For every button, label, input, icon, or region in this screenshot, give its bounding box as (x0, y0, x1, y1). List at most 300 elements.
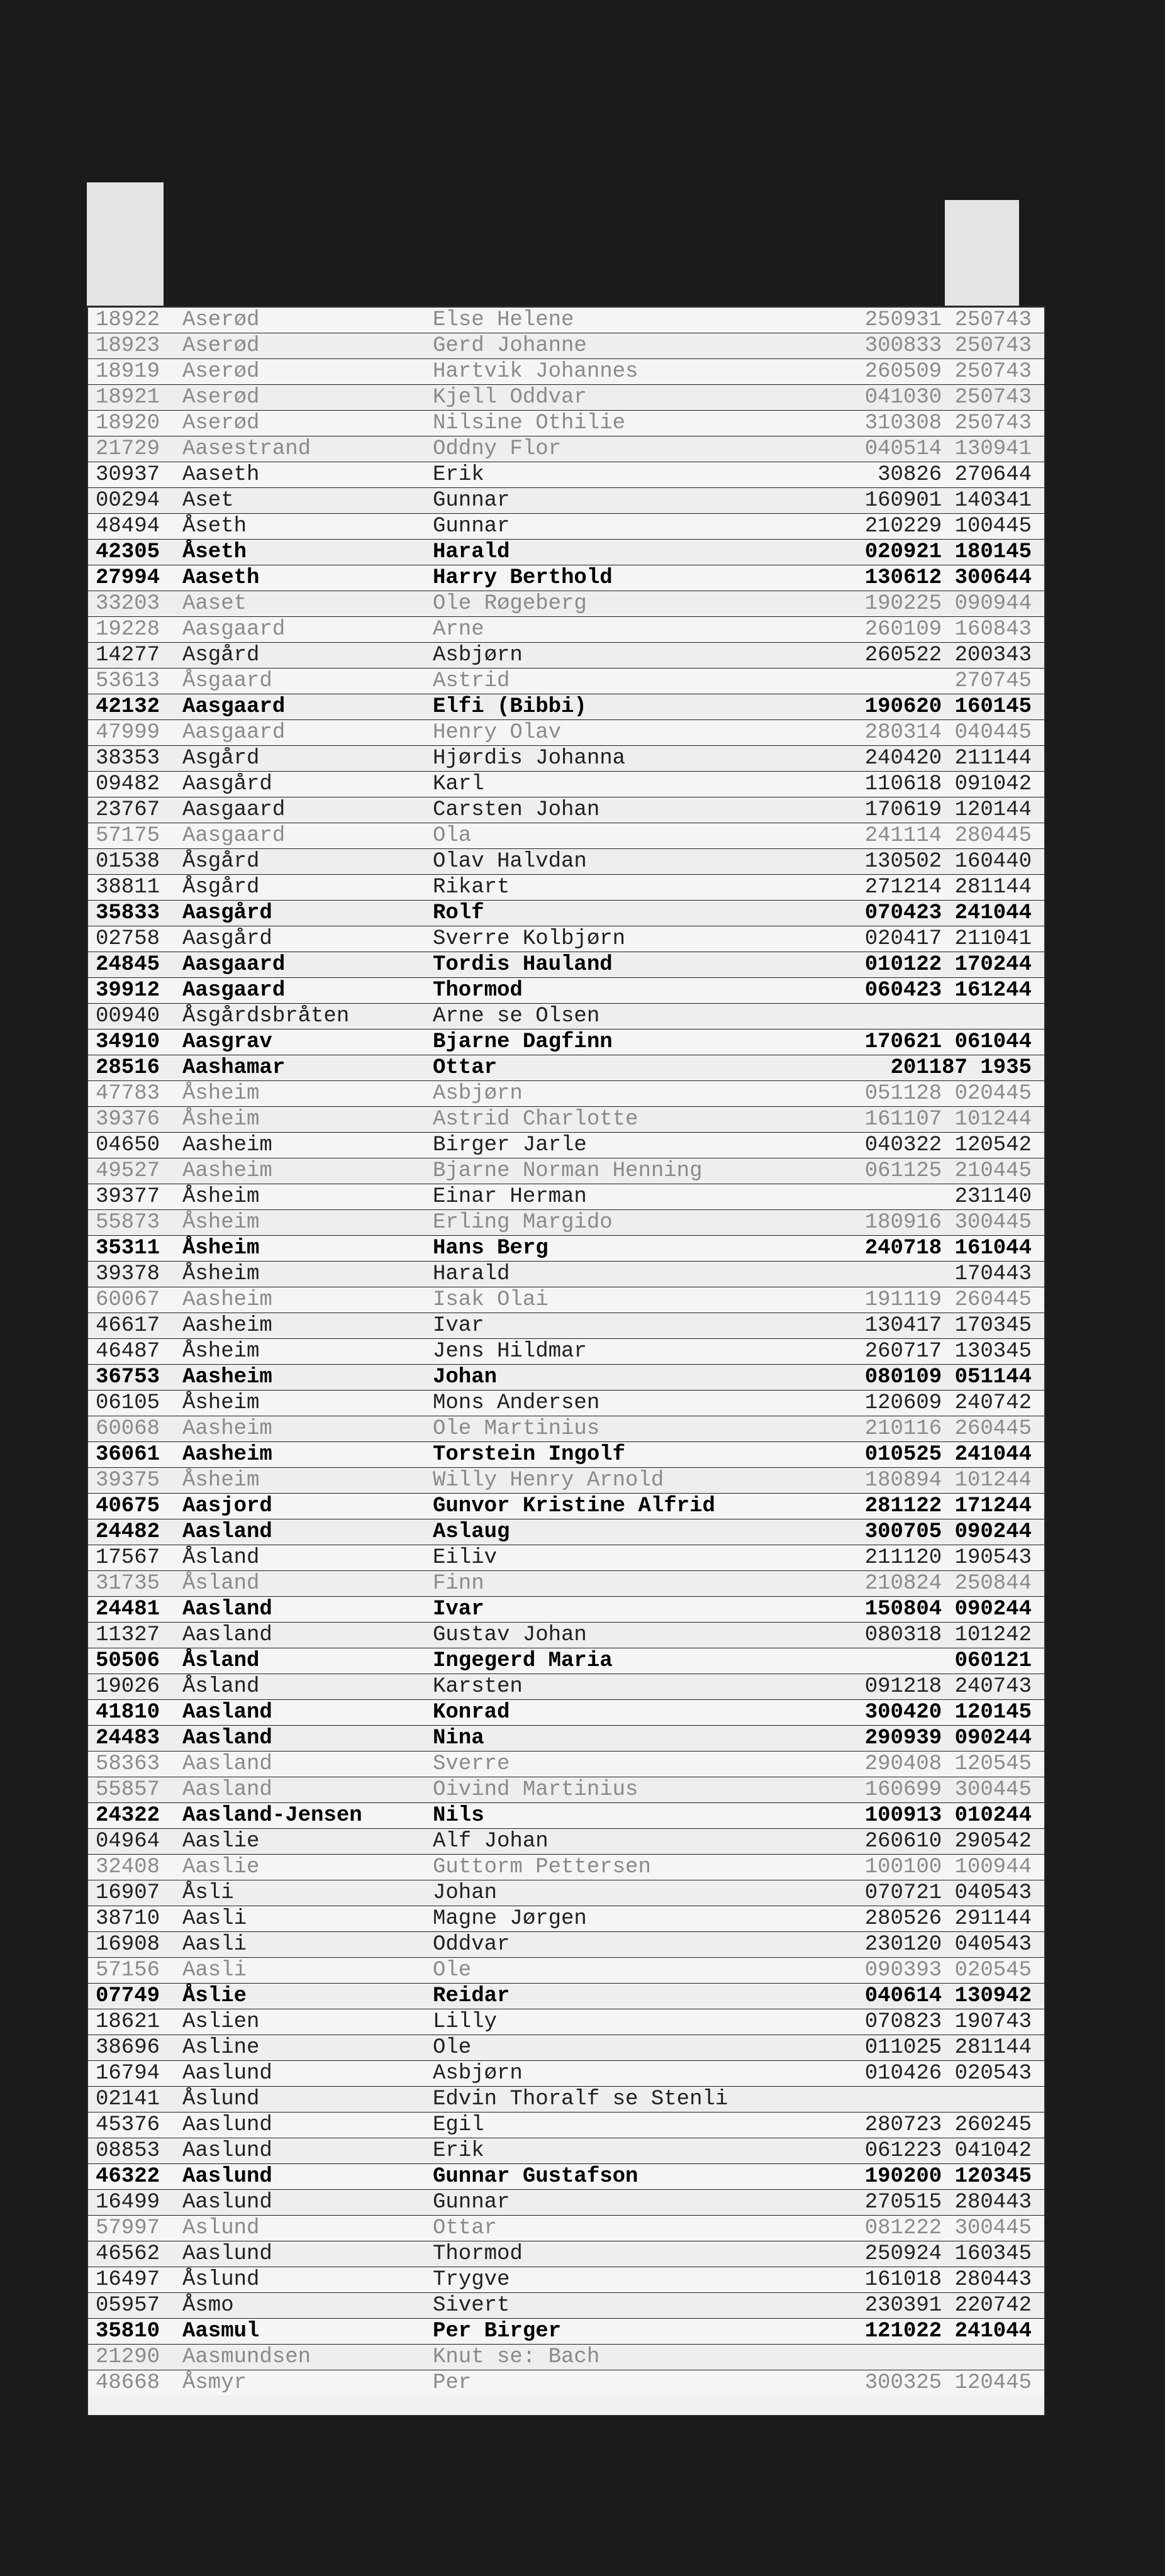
record-surname: Aserød (182, 386, 260, 409)
record-surname: Åsheim (182, 1185, 260, 1209)
record-given-name: Thormod (433, 2242, 523, 2266)
record-row (88, 1648, 1044, 1674)
record-given-name: Rolf (433, 901, 484, 925)
record-dates: 121022 241044 (864, 2319, 1032, 2343)
record-number: 09482 (96, 772, 160, 796)
record-surname: Aasestrand (182, 437, 311, 461)
record-row (88, 1906, 1044, 1931)
record-given-name: Willy Henry Arnold (433, 1468, 664, 1492)
record-number: 39378 (96, 1262, 160, 1286)
record-given-name: Ole (433, 2036, 472, 2060)
record-surname: Aaseth (182, 566, 260, 590)
record-row (88, 1313, 1044, 1338)
record-given-name: Sverre Kolbjørn (433, 927, 626, 951)
record-number: 16907 (96, 1881, 160, 1905)
record-number: 07749 (96, 1984, 160, 2008)
record-row (88, 694, 1044, 719)
record-number: 02141 (96, 2087, 160, 2111)
record-surname: Aaslund (182, 2165, 272, 2189)
record-row (88, 719, 1044, 745)
record-dates: 180916 300445 (864, 1211, 1032, 1235)
record-surname: Aasheim (182, 1365, 272, 1389)
record-row (88, 1622, 1044, 1648)
record-surname: Aset (182, 489, 234, 513)
record-dates: 190620 160145 (864, 695, 1032, 719)
record-number: 23767 (96, 798, 160, 822)
record-dates: 061223 041042 (864, 2139, 1032, 2163)
record-surname: Aserød (182, 334, 260, 358)
record-number: 47999 (96, 721, 160, 745)
record-dates: 281122 171244 (864, 1494, 1032, 1518)
record-surname: Aaslund (182, 2139, 272, 2163)
record-number: 04964 (96, 1829, 160, 1853)
record-surname: Aaset (182, 592, 247, 616)
record-dates: 130502 160440 (864, 850, 1032, 874)
record-number: 50506 (96, 1649, 160, 1673)
record-given-name: Torstein Ingolf (433, 1443, 626, 1467)
record-surname: Aasheim (182, 1417, 272, 1441)
record-row (88, 1493, 1044, 1519)
record-surname: Aasmul (182, 2319, 260, 2343)
record-number: 42305 (96, 540, 160, 564)
record-surname: Åsgaard (182, 669, 272, 693)
record-dates: 010426 020543 (864, 2062, 1032, 2085)
record-number: 40675 (96, 1494, 160, 1518)
record-dates: 070423 241044 (864, 901, 1032, 925)
record-dates: 201187 1935 (890, 1056, 1032, 1080)
record-given-name: Gunnar (433, 489, 510, 513)
record-number: 11327 (96, 1623, 160, 1647)
record-number: 27994 (96, 566, 160, 590)
record-number: 46617 (96, 1314, 160, 1338)
record-number: 18921 (96, 386, 160, 409)
record-surname: Åsland (182, 1675, 260, 1699)
record-surname: Aaseth (182, 463, 260, 487)
record-dates: 010525 241044 (864, 1443, 1032, 1467)
record-row (88, 2267, 1044, 2292)
record-row (88, 2344, 1044, 2370)
record-number: 31735 (96, 1572, 160, 1596)
record-dates: 010122 170244 (864, 953, 1032, 977)
record-surname: Aasgård (182, 927, 272, 951)
record-dates: 241114 280445 (864, 824, 1032, 848)
record-row (88, 1003, 1044, 1029)
record-row (88, 2292, 1044, 2318)
record-row (88, 900, 1044, 926)
record-given-name: Edvin Thoralf se Stenli (433, 2087, 728, 2111)
record-number: 19026 (96, 1675, 160, 1699)
record-given-name: Oddvar (433, 1933, 510, 1957)
record-dates: 260509 250743 (864, 360, 1032, 384)
record-surname: Aasgrav (182, 1030, 272, 1054)
record-row (88, 384, 1044, 410)
record-dates: 190225 090944 (864, 592, 1032, 616)
record-number: 39912 (96, 979, 160, 1002)
record-number: 42132 (96, 695, 160, 719)
record-row (88, 462, 1044, 487)
record-dates: 161018 280443 (864, 2268, 1032, 2292)
record-row (88, 1209, 1044, 1235)
record-number: 21290 (96, 2345, 160, 2369)
record-dates: 130417 170345 (864, 1314, 1032, 1338)
record-dates: 020921 180145 (864, 540, 1032, 564)
record-row (88, 1055, 1044, 1080)
record-row (88, 797, 1044, 823)
record-row (88, 616, 1044, 642)
record-row (88, 1287, 1044, 1313)
record-number: 46562 (96, 2242, 160, 2266)
record-dates: 170619 120144 (864, 798, 1032, 822)
record-number: 24482 (96, 1520, 160, 1544)
record-given-name: Asbjørn (433, 643, 523, 667)
record-given-name: Aslaug (433, 1520, 510, 1544)
index-card-sheet (88, 307, 1044, 2415)
record-row (88, 2009, 1044, 2035)
record-row (88, 1467, 1044, 1493)
record-given-name: Knut se: Bach (433, 2345, 600, 2369)
record-dates: 190200 120345 (864, 2165, 1032, 2189)
record-row (88, 745, 1044, 771)
record-surname: Åsgård (182, 875, 260, 899)
record-number: 18621 (96, 2010, 160, 2034)
record-dates: 080109 051144 (864, 1365, 1032, 1389)
record-given-name: Tordis Hauland (433, 953, 613, 977)
record-row (88, 1029, 1044, 1055)
record-number: 60067 (96, 1288, 160, 1312)
record-given-name: Gerd Johanne (433, 334, 587, 358)
record-dates: 191119 260445 (864, 1288, 1032, 1312)
record-row (88, 952, 1044, 977)
record-dates: 040322 120542 (864, 1133, 1032, 1157)
record-dates: 250931 250743 (864, 308, 1032, 332)
record-given-name: Alf Johan (433, 1829, 549, 1853)
record-given-name: Thormod (433, 979, 523, 1002)
record-number: 38353 (96, 747, 160, 770)
record-dates: 060121 (954, 1649, 1032, 1673)
record-number: 01538 (96, 850, 160, 874)
record-row (88, 1441, 1044, 1467)
record-dates: 270745 (954, 669, 1032, 693)
record-row (88, 642, 1044, 668)
record-dates: 170621 061044 (864, 1030, 1032, 1054)
record-surname: Åsland (182, 1546, 260, 1570)
record-surname: Asgård (182, 747, 260, 770)
record-given-name: Hjørdis Johanna (433, 747, 626, 770)
record-dates: 280723 260245 (864, 2113, 1032, 2137)
record-row (88, 2035, 1044, 2060)
record-number: 18919 (96, 360, 160, 384)
record-dates: 180894 101244 (864, 1468, 1032, 1492)
record-given-name: Nilsine Othilie (433, 411, 626, 435)
record-row (88, 848, 1044, 874)
record-row (88, 668, 1044, 694)
record-row (88, 2370, 1044, 2396)
record-given-name: Asbjørn (433, 1082, 523, 1106)
record-row (88, 1261, 1044, 1287)
record-dates: 300325 120445 (864, 2371, 1032, 2395)
record-surname: Aasli (182, 1907, 247, 1931)
record-given-name: Harald (433, 540, 510, 564)
record-surname: Åslund (182, 2087, 260, 2111)
record-surname: Aslien (182, 2010, 260, 2034)
record-given-name: Erik (433, 463, 484, 487)
record-dates: 090393 020545 (864, 1958, 1032, 1982)
record-given-name: Hartvik Johannes (433, 360, 638, 384)
record-surname: Aasland (182, 1520, 272, 1544)
record-row (88, 1235, 1044, 1261)
record-given-name: Egil (433, 2113, 484, 2137)
record-given-name: Finn (433, 1572, 484, 1596)
record-number: 38696 (96, 2036, 160, 2060)
record-given-name: Nina (433, 1726, 484, 1750)
record-given-name: Harald (433, 1262, 510, 1286)
record-row (88, 1080, 1044, 1106)
record-number: 32408 (96, 1855, 160, 1879)
record-given-name: Ole Martinius (433, 1417, 600, 1441)
record-dates: 060423 161244 (864, 979, 1032, 1002)
record-surname: Aasheim (182, 1314, 272, 1338)
record-dates: 150804 090244 (864, 1597, 1032, 1621)
record-surname: Åsheim (182, 1236, 260, 1260)
record-surname: Aasheim (182, 1443, 272, 1467)
record-row (88, 2086, 1044, 2112)
record-number: 48668 (96, 2371, 160, 2395)
record-given-name: Erling Margido (433, 1211, 613, 1235)
record-surname: Åsheim (182, 1468, 260, 1492)
record-dates: 280314 040445 (864, 721, 1032, 745)
record-row (88, 2318, 1044, 2344)
record-number: 36061 (96, 1443, 160, 1467)
record-dates: 040614 130942 (864, 1984, 1032, 2008)
record-dates: 270515 280443 (864, 2190, 1032, 2214)
record-given-name: Oddny Flor (433, 437, 562, 461)
record-number: 39377 (96, 1185, 160, 1209)
record-row (88, 874, 1044, 900)
record-given-name: Else Helene (433, 308, 574, 332)
record-row (88, 2163, 1044, 2189)
record-dates: 290939 090244 (864, 1726, 1032, 1750)
record-given-name: Kjell Oddvar (433, 386, 587, 409)
record-row (88, 1802, 1044, 1828)
record-row (88, 513, 1044, 539)
record-given-name: Nils (433, 1804, 484, 1828)
record-dates: 290408 120545 (864, 1752, 1032, 1776)
record-number: 00294 (96, 489, 160, 513)
record-surname: Aasli (182, 1933, 247, 1957)
record-row (88, 358, 1044, 384)
record-row (88, 1338, 1044, 1364)
record-given-name: Ola (433, 824, 472, 848)
record-number: 58363 (96, 1752, 160, 1776)
record-number: 35810 (96, 2319, 160, 2343)
record-surname: Aaslie (182, 1829, 260, 1853)
record-row (88, 1416, 1044, 1441)
record-surname: Aaslund (182, 2190, 272, 2214)
record-given-name: Ivar (433, 1597, 484, 1621)
record-surname: Asgård (182, 643, 260, 667)
record-given-name: Gustav Johan (433, 1623, 587, 1647)
record-given-name: Henry Olav (433, 721, 562, 745)
record-number: 39376 (96, 1108, 160, 1131)
record-dates: 081222 300445 (864, 2216, 1032, 2240)
record-given-name: Guttorm Pettersen (433, 1855, 651, 1879)
record-given-name: Erik (433, 2139, 484, 2163)
record-row (88, 591, 1044, 616)
record-surname: Åsland (182, 1572, 260, 1596)
record-given-name: Johan (433, 1365, 498, 1389)
record-surname: Aserød (182, 411, 260, 435)
record-row (88, 333, 1044, 358)
record-given-name: Carsten Johan (433, 798, 600, 822)
record-dates: 061125 210445 (864, 1159, 1032, 1183)
record-given-name: Oivind Martinius (433, 1778, 638, 1802)
record-row (88, 2215, 1044, 2241)
record-given-name: Einar Herman (433, 1185, 587, 1209)
record-number: 18923 (96, 334, 160, 358)
record-dates: 300705 090244 (864, 1520, 1032, 1544)
record-dates: 130612 300644 (864, 566, 1032, 590)
record-dates: 011025 281144 (864, 2036, 1032, 2060)
record-row (88, 436, 1044, 462)
record-surname: Aasgaard (182, 953, 286, 977)
record-surname: Åsli (182, 1881, 234, 1905)
record-surname: Åsmyr (182, 2371, 247, 2395)
record-dates: 231140 (954, 1185, 1032, 1209)
record-row (88, 565, 1044, 591)
record-row (88, 410, 1044, 436)
record-surname: Aserød (182, 360, 260, 384)
record-given-name: Ottar (433, 1056, 498, 1080)
record-surname: Aasgaard (182, 695, 286, 719)
record-number: 28516 (96, 1056, 160, 1080)
record-row (88, 771, 1044, 797)
record-given-name: Per (433, 2371, 472, 2395)
record-surname: Aasgaard (182, 618, 286, 641)
record-number: 16794 (96, 2062, 160, 2085)
record-surname: Aashamar (182, 1056, 286, 1080)
record-surname: Aasmundsen (182, 2345, 311, 2369)
record-surname: Aasgaard (182, 721, 286, 745)
record-surname: Aasgård (182, 772, 272, 796)
record-surname: Aasheim (182, 1133, 272, 1157)
record-row (88, 1674, 1044, 1699)
record-given-name: Hans Berg (433, 1236, 549, 1260)
record-dates: 30826 270644 (878, 463, 1032, 487)
record-number: 41810 (96, 1701, 160, 1724)
record-given-name: Arne (433, 618, 484, 641)
record-number: 57156 (96, 1958, 160, 1982)
record-given-name: Reidar (433, 1984, 510, 2008)
record-row (88, 2241, 1044, 2267)
record-dates: 240718 161044 (864, 1236, 1032, 1260)
record-surname: Aslund (182, 2216, 260, 2240)
record-dates: 260522 200343 (864, 643, 1032, 667)
record-surname: Åslie (182, 1984, 247, 2008)
record-dates: 170443 (954, 1262, 1032, 1286)
record-row (88, 1828, 1044, 1854)
record-number: 55873 (96, 1211, 160, 1235)
record-row (88, 1390, 1044, 1416)
record-row (88, 307, 1044, 333)
record-row (88, 1570, 1044, 1596)
record-row (88, 1132, 1044, 1158)
record-number: 46487 (96, 1340, 160, 1363)
record-number: 14277 (96, 643, 160, 667)
record-row (88, 823, 1044, 848)
record-given-name: Gunnar (433, 514, 510, 538)
record-dates: 230391 220742 (864, 2294, 1032, 2318)
record-surname: Aasjord (182, 1494, 272, 1518)
record-surname: Aasland (182, 1597, 272, 1621)
record-surname: Åseth (182, 540, 247, 564)
record-surname: Aasheim (182, 1288, 272, 1312)
record-row (88, 1983, 1044, 2009)
record-dates: 100100 100944 (864, 1855, 1032, 1879)
record-number: 57175 (96, 824, 160, 848)
record-given-name: Johan (433, 1881, 498, 1905)
record-surname: Aasheim (182, 1159, 272, 1183)
record-dates: 310308 250743 (864, 411, 1032, 435)
record-surname: Åseth (182, 514, 247, 538)
record-number: 00940 (96, 1004, 160, 1028)
record-number: 24483 (96, 1726, 160, 1750)
record-given-name: Arne se Olsen (433, 1004, 600, 1028)
record-surname: Aaslund (182, 2113, 272, 2137)
record-dates: 210229 100445 (864, 514, 1032, 538)
record-surname: Aaslie (182, 1855, 260, 1879)
record-row (88, 2112, 1044, 2138)
record-surname: Aserød (182, 308, 260, 332)
record-dates: 271214 281144 (864, 875, 1032, 899)
record-dates: 091218 240743 (864, 1675, 1032, 1699)
record-dates: 260717 130345 (864, 1340, 1032, 1363)
record-surname: Åsheim (182, 1340, 260, 1363)
record-given-name: Isak Olai (433, 1288, 549, 1312)
record-surname: Åsgård (182, 850, 260, 874)
record-row (88, 1880, 1044, 1906)
record-number: 60068 (96, 1417, 160, 1441)
record-number: 30937 (96, 463, 160, 487)
record-row (88, 1751, 1044, 1777)
record-number: 33203 (96, 592, 160, 616)
record-number: 35833 (96, 901, 160, 925)
record-row (88, 539, 1044, 565)
paper-tab-right (945, 200, 1019, 319)
record-surname: Aasland (182, 1623, 272, 1647)
record-given-name: Astrid (433, 669, 510, 693)
record-number: 39375 (96, 1468, 160, 1492)
record-dates: 110618 091042 (864, 772, 1032, 796)
record-surname: Asline (182, 2036, 260, 2060)
record-number: 36753 (96, 1365, 160, 1389)
record-number: 57997 (96, 2216, 160, 2240)
record-given-name: Rikart (433, 875, 510, 899)
record-surname: Aaslund (182, 2242, 272, 2266)
record-surname: Aasgaard (182, 979, 286, 1002)
record-dates: 070823 190743 (864, 2010, 1032, 2034)
record-row (88, 2060, 1044, 2086)
record-surname: Åsheim (182, 1082, 260, 1106)
record-dates: 080318 101242 (864, 1623, 1032, 1647)
record-number: 24481 (96, 1597, 160, 1621)
record-given-name: Sverre (433, 1752, 510, 1776)
record-number: 04650 (96, 1133, 160, 1157)
record-dates: 210116 260445 (864, 1417, 1032, 1441)
record-given-name: Bjarne Norman Henning (433, 1159, 703, 1183)
record-given-name: Ole Røgeberg (433, 592, 587, 616)
record-given-name: Elfi (Bibbi) (433, 695, 587, 719)
record-row (88, 1725, 1044, 1751)
